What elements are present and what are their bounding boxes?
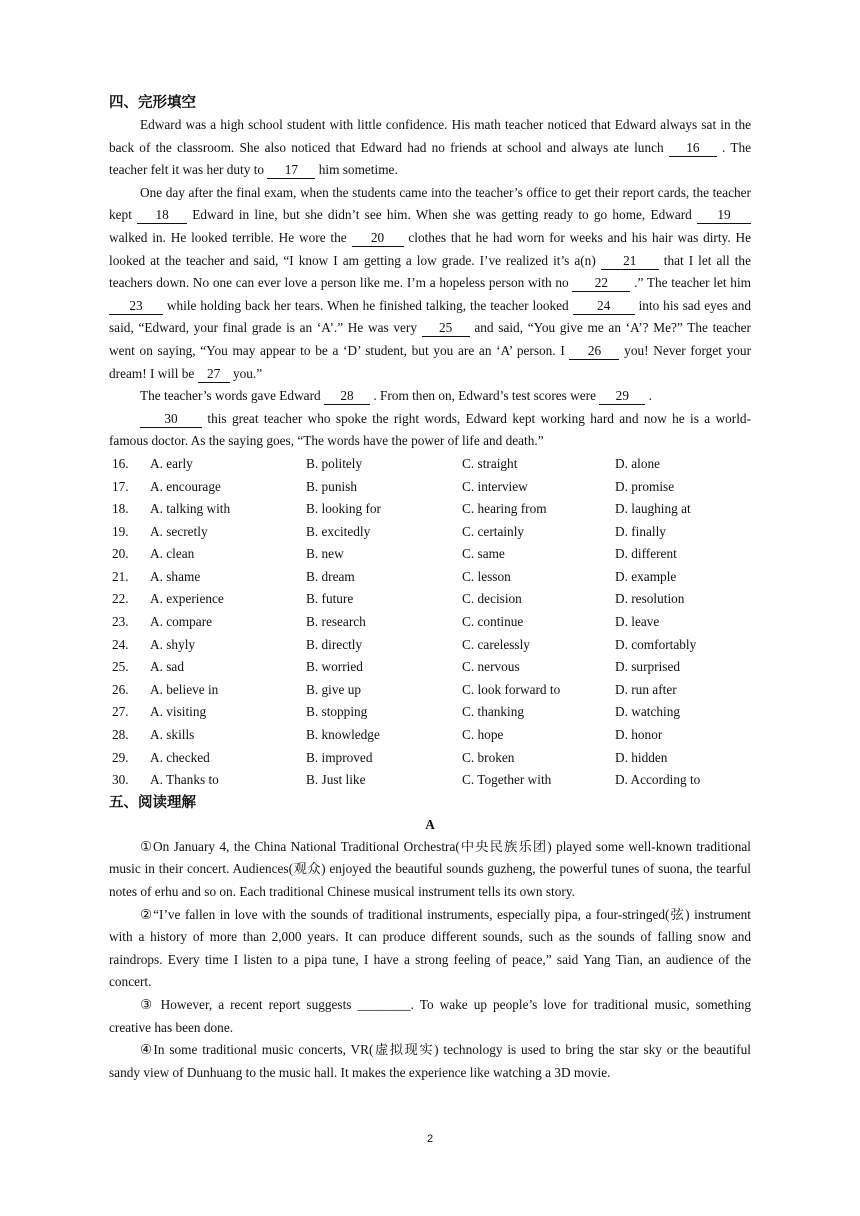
option-c: C. continue [462, 614, 524, 630]
option-c: C. hope [462, 727, 504, 743]
option-row [112, 701, 745, 724]
option-c: C. look forward to [462, 681, 561, 697]
cloze-paragraph-4 [109, 408, 751, 453]
option-a: A. secretly [150, 523, 208, 539]
option-b: B. Just like [306, 772, 366, 788]
option-row [112, 521, 745, 544]
option-a: A. clean [150, 546, 195, 562]
text: you.” [229, 365, 263, 381]
text: into his sad eyes and said, “Edward, your final grade is an ‘A’.” He was very [109, 297, 752, 336]
option-row [112, 724, 745, 747]
question-number: 22. [112, 591, 129, 607]
question-number: 28. [112, 727, 129, 743]
question-number: 16. [112, 455, 129, 471]
option-b: B. stopping [306, 704, 368, 720]
section-title-reading: 五、阅读理解 [109, 794, 196, 811]
option-c: C. hearing from [462, 501, 547, 517]
option-row [112, 656, 745, 679]
option-d: D. alone [615, 455, 661, 471]
option-b: B. politely [306, 455, 363, 471]
cloze-paragraph-3 [109, 385, 751, 408]
page-number: 2 [426, 1133, 434, 1145]
question-number: 27. [112, 704, 129, 720]
text: while holding back her tears. When he finished talking, the teacher looked [163, 297, 573, 313]
option-d: D. comfortably [615, 636, 697, 652]
blank-26: 26 [569, 343, 619, 360]
document-page [109, 92, 751, 1084]
question-number: 29. [112, 749, 129, 765]
option-a: A. Thanks to [150, 772, 219, 788]
blank-19: 19 [697, 207, 751, 224]
text: Edward in line, but she didn’t see him. When she was getting ready to go home, Edward [187, 207, 698, 223]
option-b: B. punish [306, 478, 357, 494]
option-d: D. promise [615, 478, 675, 494]
reading-paragraph: ④In some traditional music concerts, VR(虚拟现实) technology is used to bring the star sky or the beautiful sandy view of Dunhuang to the music hall. It makes the experience like watching a 3D movie. [109, 1042, 751, 1080]
question-number: 25. [112, 659, 129, 675]
option-a: A. early [150, 455, 193, 471]
option-row [112, 747, 745, 770]
option-d: D. run after [615, 681, 677, 697]
blank-27: 27 [198, 366, 230, 383]
option-a: A. shyly [150, 636, 196, 652]
reading-paragraph: ③ However, a recent report suggests ________. To wake up people’s love for traditional music, something creative has been done. [109, 996, 751, 1035]
option-row [112, 543, 745, 566]
option-b: B. research [306, 614, 366, 630]
question-number: 18. [112, 501, 129, 517]
text: walked in. He looked terrible. He wore the [109, 229, 352, 245]
option-row [112, 566, 745, 589]
text: clothes that he had worn for weeks and his hair was dirty. He looked at the teacher and said, “I know I am getting a low grade. I’ve realized it’s a(n) [109, 229, 751, 268]
options-table [112, 453, 745, 792]
option-d: D. finally [615, 523, 666, 539]
blank-23: 23 [109, 298, 163, 315]
option-b: B. improved [306, 749, 373, 765]
blank-24: 24 [573, 298, 635, 315]
option-row [112, 476, 745, 499]
option-c: C. interview [462, 478, 528, 494]
option-c: C. Together with [462, 772, 552, 788]
option-row [112, 453, 745, 476]
text: this great teacher who spoke the right words, Edward kept working hard and now he is a world-famous doctor. As the saying goes, “The words have the power of life and death.” [109, 410, 751, 449]
option-c: C. straight [462, 455, 518, 471]
blank-17: 17 [267, 162, 315, 179]
option-a: A. visiting [150, 704, 207, 720]
option-row [112, 769, 745, 792]
blank-18: 18 [137, 207, 187, 224]
option-d: D. example [615, 568, 677, 584]
option-b: B. give up [306, 681, 362, 697]
text: . The teacher felt it was her duty to [109, 139, 752, 178]
text: One day after the final exam, when the students came into the teacher’s office to get their report cards, the teacher kept [109, 184, 751, 223]
option-d: D. different [615, 546, 677, 562]
option-b: B. future [306, 591, 354, 607]
blank-30: 30 [140, 411, 202, 428]
option-a: A. checked [150, 749, 210, 765]
passage-heading: A [425, 816, 435, 832]
blank-22: 22 [572, 275, 630, 292]
option-row [112, 498, 745, 521]
option-a: A. experience [150, 591, 224, 607]
option-c: C. broken [462, 749, 515, 765]
question-number: 26. [112, 681, 129, 697]
option-d: D. surprised [615, 659, 680, 675]
question-number: 20. [112, 546, 129, 562]
question-number: 17. [112, 478, 129, 494]
text: The teacher’s words gave Edward [140, 388, 324, 404]
blank-16: 16 [669, 140, 717, 157]
text: that I let all the teachers down. No one can ever love a person like me. I’m a hopeless person with no [109, 252, 751, 291]
question-number: 19. [112, 523, 129, 539]
section-title-cloze: 四、完形填空 [109, 95, 196, 111]
option-d: D. laughing at [615, 501, 691, 517]
option-row [112, 611, 745, 634]
option-b: B. directly [306, 636, 363, 652]
option-b: B. knowledge [306, 727, 380, 743]
option-d: D. honor [615, 727, 663, 743]
text: .” The teacher let him [630, 275, 751, 291]
option-b: B. new [306, 546, 344, 562]
text: Edward was a high school student with little confidence. His math teacher noticed that Edward always sat in the back of the classroom. She also noticed that Edward had no friends at school and always ate lunch [109, 117, 751, 155]
option-b: B. worried [306, 659, 363, 675]
option-a: A. compare [150, 614, 213, 630]
option-row [112, 634, 745, 657]
option-a: A. talking with [150, 501, 231, 517]
option-c: C. decision [462, 591, 522, 607]
option-b: B. looking for [306, 501, 381, 517]
question-number: 30. [112, 772, 129, 788]
text: . [645, 388, 652, 404]
text: him sometime. [315, 162, 398, 178]
cloze-paragraph-2 [109, 182, 751, 385]
blank-28: 28 [324, 388, 370, 405]
blank-25: 25 [422, 320, 470, 337]
question-number: 23. [112, 614, 129, 630]
option-d: D. hidden [615, 749, 668, 765]
option-b: B. dream [306, 568, 355, 584]
option-a: A. shame [150, 568, 201, 584]
option-c: C. same [462, 546, 505, 562]
reading-paragraph: ②“I’ve fallen in love with the sounds of traditional instruments, especially pipa, a four-stringed(弦) instrument with a history of more than 2,000 years. It can produce different sounds, such as the sounds of falling snow and raindrops. Every time I listen to a pipa tune, I have a strong feeling of peace,” said Yang Tian, an audience of the concert. [109, 906, 751, 990]
option-a: A. believe in [150, 681, 219, 697]
blank-21: 21 [601, 253, 659, 270]
reading-passage [109, 836, 751, 1085]
option-d: D. watching [615, 704, 680, 720]
option-a: A. sad [150, 659, 184, 675]
blank-29: 29 [599, 388, 645, 405]
option-c: C. lesson [462, 568, 511, 584]
option-a: A. encourage [150, 478, 221, 494]
option-d: D. According to [615, 772, 701, 788]
text: and said, “You give me an ‘A’? Me?” The teacher went on saying, “You may appear to be a ‘D’ student, but you are an ‘A’ person. I [109, 320, 751, 358]
option-d: D. resolution [615, 591, 685, 607]
option-d: D. leave [615, 614, 660, 630]
question-number: 24. [112, 636, 129, 652]
option-row [112, 588, 745, 611]
blank-20: 20 [352, 230, 404, 247]
option-c: C. carelessly [462, 636, 530, 652]
text: . From then on, Edward’s test scores were [370, 388, 600, 404]
cloze-paragraph-1 [109, 114, 751, 182]
option-a: A. skills [150, 727, 195, 743]
option-c: C. certainly [462, 523, 525, 539]
question-number: 21. [112, 568, 129, 584]
option-c: C. thanking [462, 704, 525, 720]
option-row [112, 679, 745, 702]
reading-paragraph: ①On January 4, the China National Traditional Orchestra(中央民族乐团) played some well-known traditional music in their concert. Audiences(观众) enjoyed the beautiful sounds guzheng, the powerful tunes of suona, the tearful notes of erhu and so on. Each traditional Chinese musical instrument tells its own story. [109, 838, 751, 899]
option-b: B. excitedly [306, 523, 371, 539]
text: you! Never forget your dream! I will be [109, 342, 751, 381]
option-c: C. nervous [462, 659, 520, 675]
